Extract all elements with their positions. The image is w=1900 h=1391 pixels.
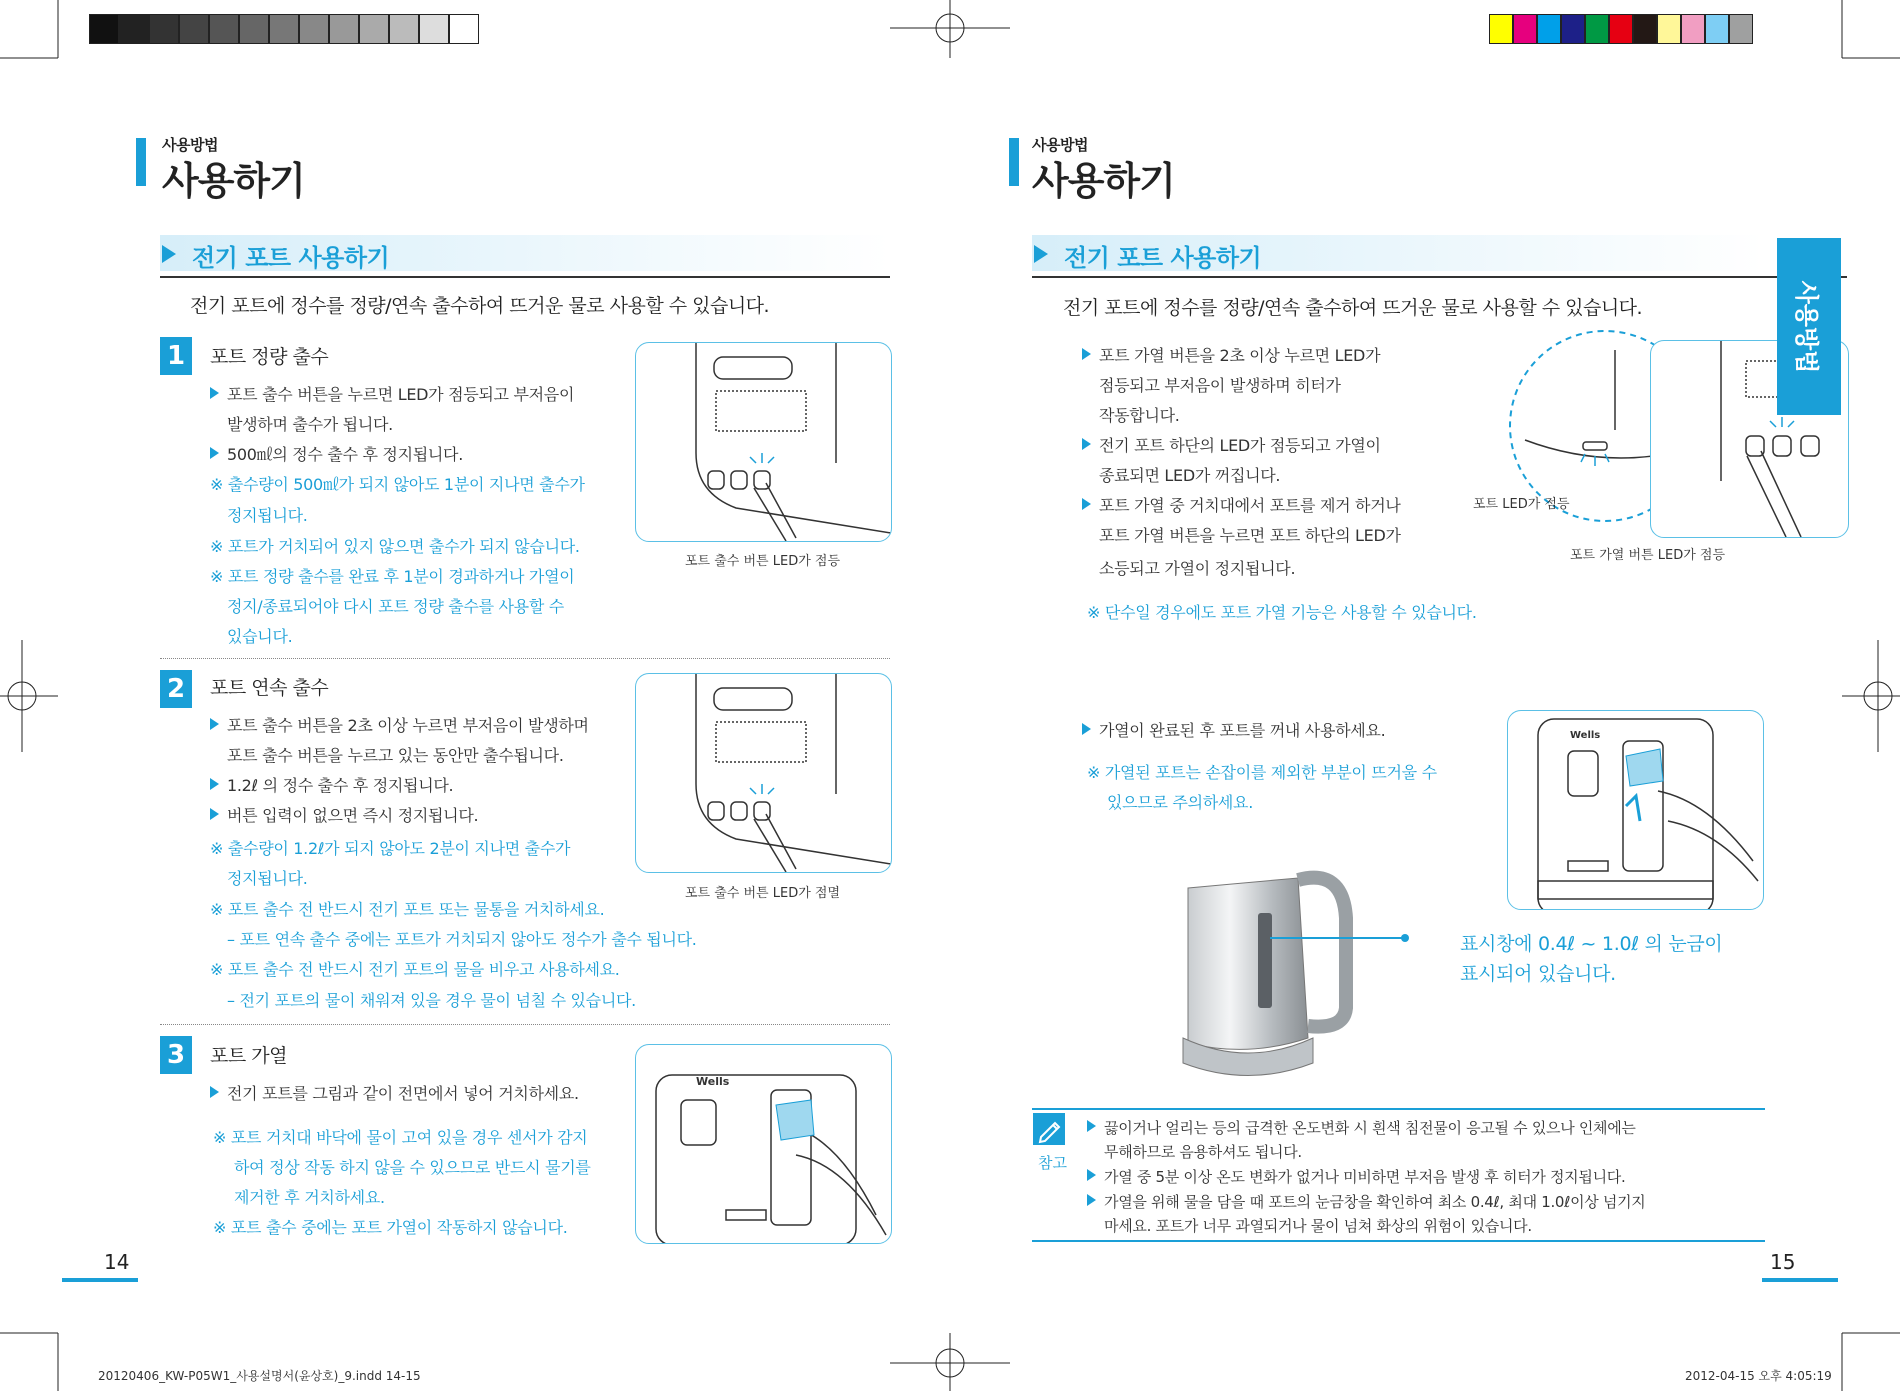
pot-mount-illustration <box>635 1044 892 1244</box>
list-item: 소등되고 가열이 정지됩니다. <box>1099 559 1296 578</box>
illustration-caption: 포트 LED가 점등 <box>1473 497 1570 512</box>
page-title: 사용하기 <box>1032 159 1175 203</box>
page-title: 사용하기 <box>162 159 305 203</box>
bullet-icon <box>1082 723 1091 735</box>
illustration-caption: 포트 출수 버튼 LED가 점멸 <box>685 886 841 901</box>
note-line: 정지됩니다. <box>227 869 308 888</box>
note-line: ※ 출수량이 500㎖가 되지 않아도 1분이 지나면 출수가 <box>210 475 585 494</box>
section-heading-text: 전기 포트 사용하기 <box>1064 244 1262 272</box>
dispenser-panel-drawing <box>636 674 891 872</box>
page-number-bar <box>62 1278 138 1282</box>
bullet-icon <box>210 778 219 790</box>
list-item: 전기 포트를 그림과 같이 전면에서 넣어 거치하세요. <box>210 1081 579 1104</box>
pot-removal-drawing <box>1508 711 1763 909</box>
list-item: 포트 가열 버튼을 2초 이상 누르면 LED가 <box>1082 343 1380 366</box>
pot-removal-illustration <box>1507 710 1764 910</box>
step-title: 포트 연속 출수 <box>210 677 329 699</box>
note-line: 정지/종료되어야 다시 포트 정량 출수를 사용할 수 <box>227 597 564 616</box>
bullet-icon <box>210 718 219 730</box>
step-title: 포트 정량 출수 <box>210 346 329 368</box>
note-item: 끓이거나 얼리는 등의 급격한 온도변화 시 흰색 침전물이 응고될 수 있으나 인체에는 <box>1087 1117 1636 1138</box>
bullet-icon <box>1082 348 1091 360</box>
list-item: 작동합니다. <box>1099 406 1180 425</box>
section-heading-text: 전기 포트 사용하기 <box>192 244 390 272</box>
bullet-icon <box>1082 498 1091 510</box>
divider <box>1032 276 1847 278</box>
page-number: 14 <box>104 1250 130 1274</box>
note-line: 하여 정상 작동 하지 않을 수 있으므로 반드시 물기를 <box>234 1158 591 1177</box>
section-marker <box>1009 138 1019 186</box>
side-tab[interactable] <box>1777 238 1841 415</box>
bullet-icon <box>1082 438 1091 450</box>
right-page <box>950 0 1900 1391</box>
intro-text: 전기 포트에 정수를 정량/연속 출수하여 뜨거운 물로 사용할 수 있습니다. <box>1063 297 1643 319</box>
list-item: 발생하며 출수가 됩니다. <box>227 415 393 434</box>
list-item: 포트 가열 중 거치대에서 포트를 제거 하거나 <box>1082 493 1401 516</box>
note-item: 마세요. 포트가 너무 과열되거나 물이 넘쳐 화상의 위험이 있습니다. <box>1104 1217 1532 1235</box>
page-number: 15 <box>1770 1250 1796 1274</box>
triangle-icon <box>1034 245 1048 263</box>
bullet-icon <box>210 1086 219 1098</box>
note-line: ※ 포트 정량 출수를 완료 후 1분이 경과하거나 가열이 <box>210 567 575 586</box>
list-item: 점등되고 부저음이 발생하며 히터가 <box>1099 376 1341 395</box>
step-title: 포트 가열 <box>210 1045 287 1067</box>
brand-logo: Wells <box>696 1075 730 1088</box>
note-label: 참고 <box>1038 1154 1067 1172</box>
note-line: ※ 포트 거치대 바닥에 물이 고여 있을 경우 센서가 감지 <box>213 1128 588 1147</box>
side-tab-label: 사용방법 <box>1792 280 1821 373</box>
dispenser-panel-drawing <box>636 343 891 541</box>
note-line: 제거한 후 거치하세요. <box>234 1188 385 1207</box>
gauge-note: 표시창에 0.4ℓ ~ 1.0ℓ 의 눈금이 <box>1460 933 1723 955</box>
note-line: – 포트 연속 출수 중에는 포트가 거치되지 않아도 정수가 출수 됩니다. <box>227 930 697 949</box>
note-item: 가열을 위해 물을 담을 때 포트의 눈금창을 확인하여 최소 0.4ℓ, 최대 1.0ℓ이상 넘기지 <box>1087 1191 1646 1212</box>
intro-text: 전기 포트에 정수를 정량/연속 출수하여 뜨거운 물로 사용할 수 있습니다. <box>190 295 770 317</box>
note-line: ※ 포트가 거치되어 있지 않으면 출수가 되지 않습니다. <box>210 537 580 556</box>
list-item: 버튼 입력이 없으면 즉시 정지됩니다. <box>210 803 478 826</box>
dispenser-button-illustration <box>635 342 892 542</box>
section-heading <box>1032 235 1764 271</box>
list-item: 종료되면 LED가 꺼집니다. <box>1099 466 1281 485</box>
dispenser-button-illustration <box>635 673 892 873</box>
note-line: 정지됩니다. <box>227 506 308 525</box>
note-item: 가열 중 5분 이상 온도 변화가 없거나 미비하면 부저음 발생 후 히터가 정지됩니다. <box>1087 1166 1625 1187</box>
list-item: 포트 출수 버튼을 누르고 있는 동안만 출수됩니다. <box>227 746 564 765</box>
note-line: 있습니다. <box>227 627 293 646</box>
note-line: ※ 단수일 경우에도 포트 가열 기능은 사용할 수 있습니다. <box>1087 603 1477 622</box>
step-number: 3 <box>160 1036 192 1074</box>
list-item: 포트 가열 버튼을 누르면 포트 하단의 LED가 <box>1099 526 1401 545</box>
illustration-caption: 포트 출수 버튼 LED가 점등 <box>685 554 841 569</box>
note-line: ※ 가열된 포트는 손잡이를 제외한 부분이 뜨거울 수 <box>1087 763 1437 782</box>
kettle-illustration <box>1168 858 1368 1088</box>
pot-mount-drawing <box>636 1045 891 1243</box>
list-item: 포트 출수 버튼을 누르면 LED가 점등되고 부저음이 <box>210 382 574 405</box>
footer-timestamp: 2012-04-15 오후 4:05:19 <box>1685 1369 1832 1383</box>
list-item: 500㎖의 정수 출수 후 정지됩니다. <box>210 442 463 465</box>
callout-line <box>1250 928 1410 948</box>
section-label: 사용방법 <box>1032 136 1088 154</box>
list-item: 전기 포트 하단의 LED가 점등되고 가열이 <box>1082 433 1381 456</box>
note-line: ※ 포트 출수 중에는 포트 가열이 작동하지 않습니다. <box>213 1218 568 1237</box>
list-item: 1.2ℓ 의 정수 출수 후 정지됩니다. <box>210 773 453 796</box>
note-divider <box>1032 1240 1765 1242</box>
brand-logo: Wells <box>1570 730 1601 741</box>
note-item: 무해하므로 음용하셔도 됩니다. <box>1104 1143 1302 1161</box>
list-item: 가열이 완료된 후 포트를 꺼내 사용하세요. <box>1082 718 1385 741</box>
illustration-caption: 포트 가열 버튼 LED가 점등 <box>1570 548 1726 563</box>
section-marker <box>136 138 146 186</box>
note-line: ※ 포트 출수 전 반드시 전기 포트 또는 물통을 거치하세요. <box>210 900 605 919</box>
footer-filename: 20120406_KW-P05W1_사용설명서(윤상호)_9.indd 14-15 <box>98 1369 421 1383</box>
note-divider <box>1032 1108 1765 1110</box>
bullet-icon <box>1087 1120 1096 1132</box>
bullet-icon <box>210 447 219 459</box>
note-line: ※ 출수량이 1.2ℓ가 되지 않아도 2분이 지나면 출수가 <box>210 839 571 858</box>
note-line: ※ 포트 출수 전 반드시 전기 포트의 물을 비우고 사용하세요. <box>210 960 620 979</box>
bullet-icon <box>210 808 219 820</box>
triangle-icon <box>162 245 176 263</box>
divider <box>160 1024 890 1025</box>
pencil-icon <box>1033 1113 1065 1145</box>
section-label: 사용방법 <box>162 136 218 154</box>
step-number: 2 <box>160 670 192 708</box>
bullet-icon <box>1087 1194 1096 1206</box>
section-heading <box>160 235 890 271</box>
divider <box>160 658 890 659</box>
step-number: 1 <box>160 337 192 375</box>
divider <box>160 276 890 278</box>
note-line: 있으므로 주의하세요. <box>1107 793 1253 812</box>
gauge-note: 표시되어 있습니다. <box>1460 963 1616 985</box>
note-line: – 전기 포트의 물이 채워져 있을 경우 물이 넘칠 수 있습니다. <box>227 991 636 1010</box>
bullet-icon <box>1087 1169 1096 1181</box>
bullet-icon <box>210 387 219 399</box>
list-item: 포트 출수 버튼을 2초 이상 누르면 부저음이 발생하며 <box>210 713 589 736</box>
page-number-bar <box>1762 1278 1838 1282</box>
